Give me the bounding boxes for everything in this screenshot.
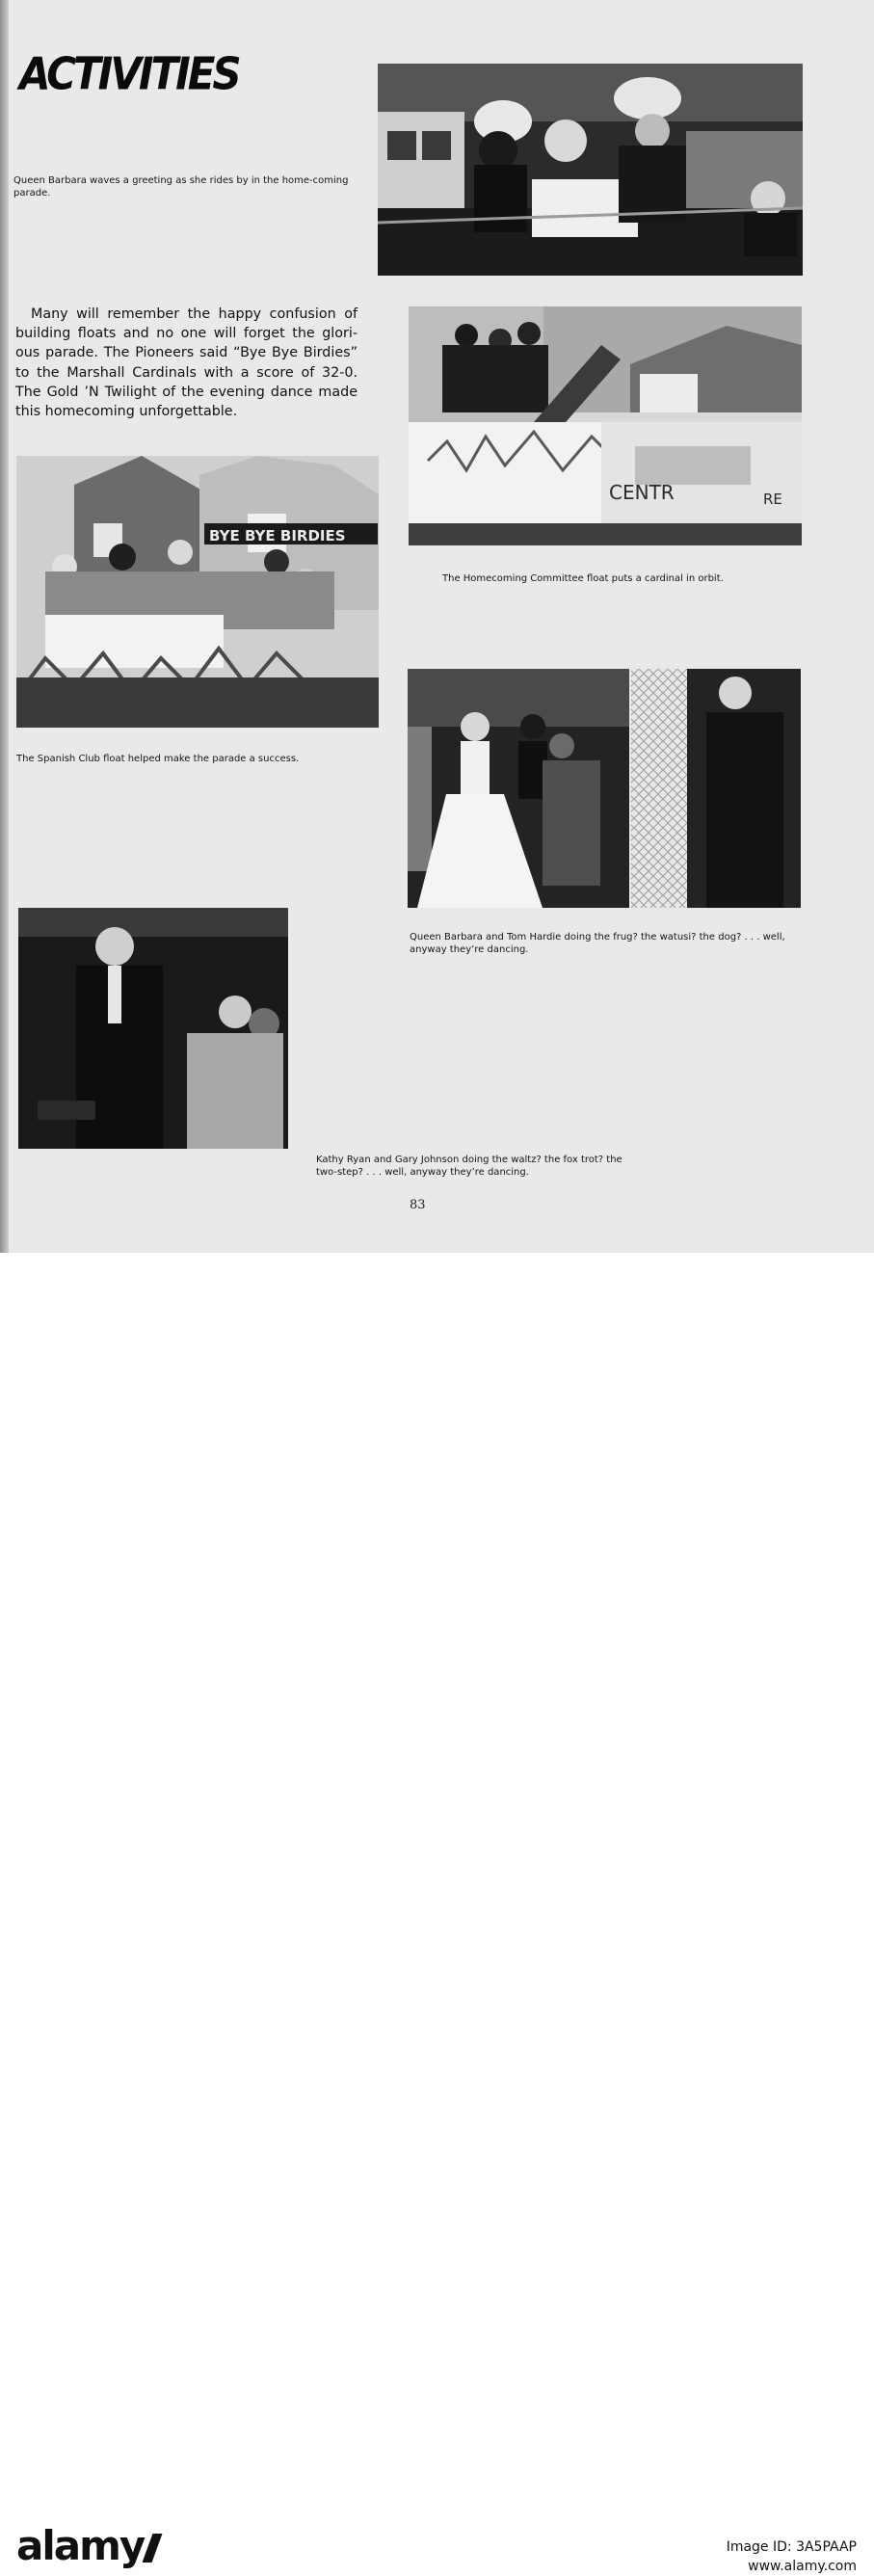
photo-spanish-float bbox=[16, 456, 379, 728]
caption-kathy-dance: Kathy Ryan and Gary Johnson doing the waltz? the fox trot? the two-step? . . . well, anyway they’re dancing. bbox=[316, 1155, 622, 1178]
page-title: ACTIVITIES bbox=[19, 47, 239, 100]
alamy-logo bbox=[16, 2522, 157, 2569]
page-binding-edge bbox=[0, 0, 9, 1253]
yearbook-page bbox=[0, 0, 874, 1253]
photo-kathy-dance bbox=[18, 908, 288, 1149]
photo-committee-float bbox=[409, 306, 802, 545]
caption-committee-float: The Homecoming Committee float puts a cardinal in orbit. bbox=[442, 573, 724, 584]
photo-queen-parade bbox=[378, 64, 803, 276]
intro-paragraph: Many will remember the happy confusion of building floats and no one will forget the glori-ous parade. The Pioneers said “Bye Bye Birdies” to the Marshall Cardinals with a score of 32-0. The Gold ’N Twilight of the evening dance made this homecoming unforgettable. bbox=[15, 306, 358, 420]
image-info bbox=[727, 2537, 857, 2576]
alamy-logo-mark-icon bbox=[143, 2534, 163, 2563]
caption-queen-dance: Queen Barbara and Tom Hardie doing the frug? the watusi? the dog? . . . well, anyway they’re dancing. bbox=[410, 932, 785, 955]
image-url: www.alamy.com bbox=[748, 2559, 857, 2574]
float-sign-centr: CENTR bbox=[609, 481, 675, 504]
alamy-logo-text: alamy bbox=[16, 2522, 145, 2569]
caption-queen-parade: Queen Barbara waves a greeting as she rides by in the home-coming parade. bbox=[13, 175, 349, 199]
float-sign-bye-birdies: BYE BYE BIRDIES bbox=[209, 527, 346, 544]
page-number: 83 bbox=[410, 1198, 426, 1212]
caption-spanish-float: The Spanish Club float helped make the parade a success. bbox=[16, 754, 300, 764]
image-id: Image ID: 3A5PAAP bbox=[726, 2539, 857, 2555]
float-sign-re: RE bbox=[763, 491, 782, 508]
watermark-footer bbox=[0, 1253, 874, 2574]
photo-queen-dance bbox=[408, 669, 801, 908]
